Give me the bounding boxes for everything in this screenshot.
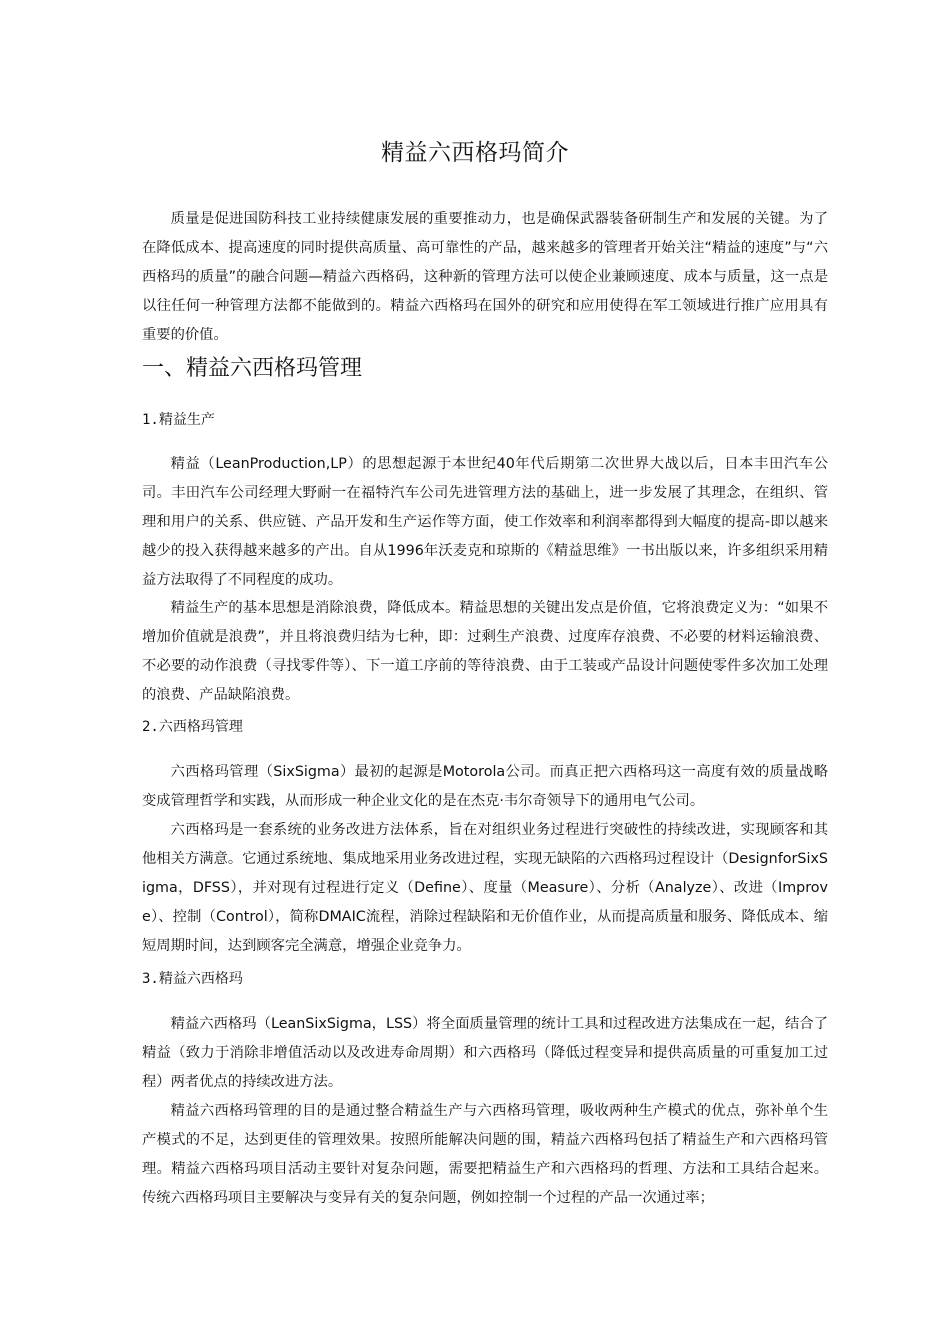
lean-paragraph-2: 精益生产的基本思想是消除浪费，降低成本。精益思想的关键出发点是价值，它将浪费定义为：“如果不增加价值就是浪费”，并且将浪费归结为七种，即：过剩生产浪费、过度库存浪费、不必要的材料运输浪费、不必要的动作浪费（寻找零件等）、下一道工序前的等待浪费、由于工装或产品设计问题使零件多次加工处理的浪费、产品缺陷浪费。 — [142, 600, 828, 703]
six-sigma-paragraph-2: 六西格玛是一套系统的业务改进方法体系，旨在对组织业务过程进行突破性的持续改进，实现顾客和其他相关方满意。它通过系统地、集成地采用业务改进过程，实现无缺陷的六西格玛过程设计（DesignforSixSigma，DFSS），并对现有过程进行定义（Define）、度量（Measure）、分析（Analyze）、改进（Improve）、控制（Control），简称DMAIC流程，消除过程缺陷和无价值作业，从而提高质量和服务、降低成本、缩短周期时间，达到顾客完全满意，增强企业竞争力。 — [142, 822, 828, 954]
lean-paragraph-1: 精益（LeanProduction,LP）的思想起源于本世纪40年代后期第二次世界大战以后，日本丰田汽车公司。丰田汽车公司经理大野耐一在福特汽车公司先进管理方法的基础上，进一步发展了其理念，在组织、管理和用户的关系、供应链、产品开发和生产运作等方面，使工作效率和利润率都得到大幅度的提高-即以越来越少的投入获得越来越多的产出。自从1996年沃麦克和琼斯的《精益思维》一书出版以来，许多组织采用精益方法取得了不同程度的成功。 — [142, 456, 828, 588]
lean-six-sigma-paragraph-1: 精益六西格玛（LeanSixSigma，LSS）将全面质量管理的统计工具和过程改进方法集成在一起，结合了精益（致力于消除非增值活动以及改进寿命周期）和六西格玛（降低过程变异和提供高质量的可重复加工过程）两者优点的持续改进方法。 — [142, 1016, 828, 1090]
document-title: 精益六西格玛简介 — [381, 140, 569, 166]
subsection-heading-six-sigma: 2.六西格玛管理 — [142, 719, 243, 735]
subsection-heading-lean-six-sigma: 3.精益六西格玛 — [142, 971, 243, 987]
lean-six-sigma-paragraph-2: 精益六西格玛管理的目的是通过整合精益生产与六西格玛管理，吸收两种生产模式的优点，弥补单个生产模式的不足，达到更佳的管理效果。按照所能解决问题的围，精益六西格玛包括了精益生产和六西格玛管理。精益六西格玛项目活动主要针对复杂问题，需要把精益生产和六西格玛的哲理、方法和工具结合起来。传统六西格玛项目主要解决与变异有关的复杂问题，例如控制一个过程的产品一次通过率； — [142, 1103, 828, 1206]
subsection-heading-lean: 1.精益生产 — [142, 412, 215, 428]
section-heading: 一、精益六西格玛管理 — [142, 356, 363, 381]
six-sigma-paragraph-1: 六西格玛管理（SixSigma）最初的起源是Motorola公司。而真正把六西格玛这一高度有效的质量战略变成管理哲学和实践，从而形成一种企业文化的是在杰克·韦尔奇领导下的通用电气公司。 — [142, 764, 828, 809]
intro-paragraph: 质量是促进国防科技工业持续健康发展的重要推动力，也是确保武器装备研制生产和发展的关键。为了在降低成本、提高速度的同时提供高质量、高可靠性的产品，越来越多的管理者开始关注“精益的速度”与“六西格玛的质量”的融合问题—精益六西格码，这种新的管理方法可以使企业兼顾速度、成本与质量，这一点是以往任何一种管理方法都不能做到的。精益六西格玛在国外的研究和应用使得在军工领域进行推广应用具有重要的价值。 — [142, 211, 828, 343]
